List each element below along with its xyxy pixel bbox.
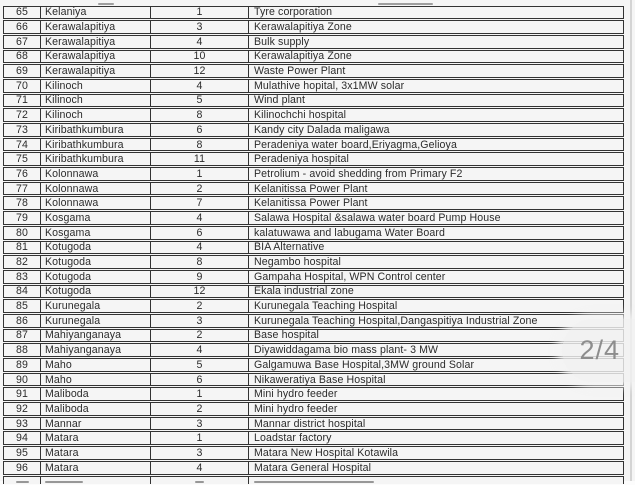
- cell-index: 76: [4, 168, 41, 180]
- cell-description: Kandy city Dalada maligawa: [249, 124, 623, 136]
- cell-count: 12: [151, 65, 249, 77]
- cell-location: Kiribathkumbura: [41, 124, 151, 136]
- cell-description: Kerawalapitiya Zone: [249, 51, 623, 63]
- table-row: [3, 211, 624, 225]
- cell-index: 73: [4, 124, 41, 136]
- cell-index: 67: [4, 36, 41, 48]
- cell-description: Nikaweratiya Base Hospital: [249, 374, 623, 386]
- cell-index: 93: [4, 418, 41, 430]
- cell-description: Kerawalapitiya Zone: [249, 21, 623, 33]
- cell-description: Kelanitissa Power Plant: [249, 197, 623, 209]
- cell-location: Kurunegala: [41, 300, 151, 312]
- cell-index: 77: [4, 183, 41, 195]
- cell-location: Maho: [41, 359, 151, 371]
- load-shedding-table: [3, 3, 624, 485]
- cell-count: 6: [151, 124, 249, 136]
- cell-index: 72: [4, 109, 41, 121]
- cell-count: 2: [151, 183, 249, 195]
- table-row: [3, 167, 624, 181]
- table-row: [3, 343, 624, 357]
- cell-index: 90: [4, 374, 41, 386]
- cell-location: Kelaniya: [41, 7, 151, 19]
- page-indicator-badge: [562, 319, 635, 382]
- cell-count: 3: [151, 315, 249, 327]
- cell-location: Kurunegala: [41, 315, 151, 327]
- cut-text-artifact: [98, 3, 114, 5]
- table-row: [3, 417, 624, 431]
- cell-location: Kotugoda: [41, 242, 151, 254]
- cell-count: 4: [151, 80, 249, 92]
- cell-description: Loadstar factory: [249, 432, 623, 444]
- cell-count: 4: [151, 242, 249, 254]
- cell-description: Diyawiddagama bio mass plant- 3 MW: [249, 344, 623, 356]
- table-row: [3, 255, 624, 269]
- cell-description: Petrolium - avoid shedding from Primary F2: [249, 168, 623, 180]
- cell-location: Maliboda: [41, 403, 151, 415]
- cell-index: 94: [4, 432, 41, 444]
- cell-index: 81: [4, 242, 41, 254]
- cell-description: Mini hydro feeder: [249, 403, 623, 415]
- table-row: [3, 20, 624, 34]
- cell-location: Kilinoch: [41, 80, 151, 92]
- table-row: [3, 241, 624, 255]
- cell-location: Mahiyanganaya: [41, 344, 151, 356]
- cell-description: Kurunegala Teaching Hospital,Dangaspitiya Industrial Zone: [249, 315, 623, 327]
- cell-index: 83: [4, 271, 41, 283]
- cell-index: 68: [4, 51, 41, 63]
- cell-location: Kiribathkumbura: [41, 153, 151, 165]
- cell-index: 87: [4, 330, 41, 342]
- cell-count: 8: [151, 256, 249, 268]
- cell-count: 1: [151, 7, 249, 19]
- cell-description: Mannar district hospital: [249, 418, 623, 430]
- cell-count: 1: [151, 168, 249, 180]
- table-row: [3, 431, 624, 445]
- cell-location: Kilinoch: [41, 95, 151, 107]
- cell-description: Mini hydro feeder: [249, 388, 623, 400]
- cell-location: Mahiyanganaya: [41, 330, 151, 342]
- cell-count: 7: [151, 197, 249, 209]
- cell-location: Kotugoda: [41, 256, 151, 268]
- cell-count: 4: [151, 462, 249, 474]
- cell-index: 78: [4, 197, 41, 209]
- cell-description: Gampaha Hospital, WPN Control center: [249, 271, 623, 283]
- cell-index: 66: [4, 21, 41, 33]
- table-row: [3, 108, 624, 122]
- cell-description: Galgamuwa Base Hospital,3MW ground Solar: [249, 359, 623, 371]
- table-row: [3, 373, 624, 387]
- cell-description: Tyre corporation: [249, 7, 623, 19]
- cell-index: 69: [4, 65, 41, 77]
- cell-count: 5: [151, 359, 249, 371]
- cell-description: Wind plant: [249, 95, 623, 107]
- cell-location: Kerawalapitiya: [41, 21, 151, 33]
- cell-location: Kolonnawa: [41, 197, 151, 209]
- table-row: [3, 182, 624, 196]
- table-row: [3, 152, 624, 166]
- table-row: [3, 358, 624, 372]
- cell-location: Matara: [41, 432, 151, 444]
- cell-location: Kolonnawa: [41, 168, 151, 180]
- cell-count: 8: [151, 139, 249, 151]
- cell-description: Kurunegala Teaching Hospital: [249, 300, 623, 312]
- cell-count: 5: [151, 95, 249, 107]
- cell-location: Mannar: [41, 418, 151, 430]
- cell-count: 3: [151, 21, 249, 33]
- cell-count: 3: [151, 418, 249, 430]
- cell-count: 9: [151, 271, 249, 283]
- cell-location: Kosgama: [41, 227, 151, 239]
- cell-index: 96: [4, 462, 41, 474]
- table-row: [3, 387, 624, 401]
- cell-count: 4: [151, 344, 249, 356]
- cell-location: Matara: [41, 462, 151, 474]
- cell-index: 85: [4, 300, 41, 312]
- cell-location: Maliboda: [41, 388, 151, 400]
- table-row: [3, 461, 624, 475]
- cell-location: Kerawalapitiya: [41, 51, 151, 63]
- table-row: [3, 94, 624, 108]
- cell-count: 4: [151, 212, 249, 224]
- cell-index: 95: [4, 447, 41, 459]
- cell-description: Bulk supply: [249, 36, 623, 48]
- cell-index: 74: [4, 139, 41, 151]
- cell-index: 91: [4, 388, 41, 400]
- cell-count: 11: [151, 153, 249, 165]
- cell-location: Matara: [41, 447, 151, 459]
- table-row: [3, 35, 624, 49]
- table-row: [3, 446, 624, 460]
- table-row: [3, 329, 624, 343]
- cell-count: 4: [151, 36, 249, 48]
- table-row: [3, 270, 624, 284]
- cell-description: Peradeniya hospital: [249, 153, 623, 165]
- cell-count: 12: [151, 286, 249, 298]
- table-row: [3, 6, 624, 20]
- cell-description: Base hospital: [249, 330, 623, 342]
- cell-count: 6: [151, 227, 249, 239]
- cell-description: kalatuwawa and labugama Water Board: [249, 227, 623, 239]
- cell-index: 86: [4, 315, 41, 327]
- cell-index: 75: [4, 153, 41, 165]
- table-row: [3, 285, 624, 299]
- cell-count: 1: [151, 432, 249, 444]
- cell-location: Maho: [41, 374, 151, 386]
- cell-description: Peradeniya water board,Eriyagma,Gelioya: [249, 139, 623, 151]
- table-row: [3, 196, 624, 210]
- cell-count: 10: [151, 51, 249, 63]
- cell-count: 3: [151, 447, 249, 459]
- cell-description: Waste Power Plant: [249, 65, 623, 77]
- cell-index: 84: [4, 286, 41, 298]
- cell-description: Kilinochchi hospital: [249, 109, 623, 121]
- table-row: [3, 123, 624, 137]
- cell-location: Kerawalapitiya: [41, 65, 151, 77]
- cell-index: 71: [4, 95, 41, 107]
- table-row: [3, 79, 624, 93]
- cell-index: 80: [4, 227, 41, 239]
- cell-index: 88: [4, 344, 41, 356]
- cell-description: BIA Alternative: [249, 242, 623, 254]
- cell-index: 79: [4, 212, 41, 224]
- table-row: [3, 314, 624, 328]
- cell-description: Mulathive hopital, 3x1MW solar: [249, 80, 623, 92]
- cropped-previous-row: [3, 3, 624, 5]
- cell-description: Salawa Hospital &salawa water board Pump House: [249, 212, 623, 224]
- cell-location: Kerawalapitiya: [41, 36, 151, 48]
- cell-location: Kolonnawa: [41, 183, 151, 195]
- cell-location: Kilinoch: [41, 109, 151, 121]
- cell-count: 6: [151, 374, 249, 386]
- cell-index: 92: [4, 403, 41, 415]
- cell-count: 2: [151, 330, 249, 342]
- cell-count: 1: [151, 388, 249, 400]
- cell-description: Ekala industrial zone: [249, 286, 623, 298]
- cell-count: 2: [151, 403, 249, 415]
- table-row: [3, 138, 624, 152]
- table-row: [3, 299, 624, 313]
- cell-index: 89: [4, 359, 41, 371]
- cell-index: 65: [4, 7, 41, 19]
- cell-location: Kotugoda: [41, 271, 151, 283]
- table-row: [3, 226, 624, 240]
- cell-description: Matara General Hospital: [249, 462, 623, 474]
- cut-text-artifact: [378, 3, 433, 5]
- table-row: [3, 64, 624, 78]
- cell-description: Matara New Hospital Kotawila: [249, 447, 623, 459]
- cell-count: 2: [151, 300, 249, 312]
- cell-description: Kelanitissa Power Plant: [249, 183, 623, 195]
- page-edge-line: [630, 0, 632, 481]
- cell-index: 82: [4, 256, 41, 268]
- table-row: [3, 50, 624, 64]
- cell-location: Kotugoda: [41, 286, 151, 298]
- page-indicator: 2/4: [579, 335, 620, 366]
- cell-description: Negambo hospital: [249, 256, 623, 268]
- cell-index: 70: [4, 80, 41, 92]
- cell-location: Kosgama: [41, 212, 151, 224]
- table-row-partial: [3, 476, 624, 484]
- cell-count: 8: [151, 109, 249, 121]
- table-body: [3, 6, 624, 475]
- cell-location: Kiribathkumbura: [41, 139, 151, 151]
- table-row: [3, 402, 624, 416]
